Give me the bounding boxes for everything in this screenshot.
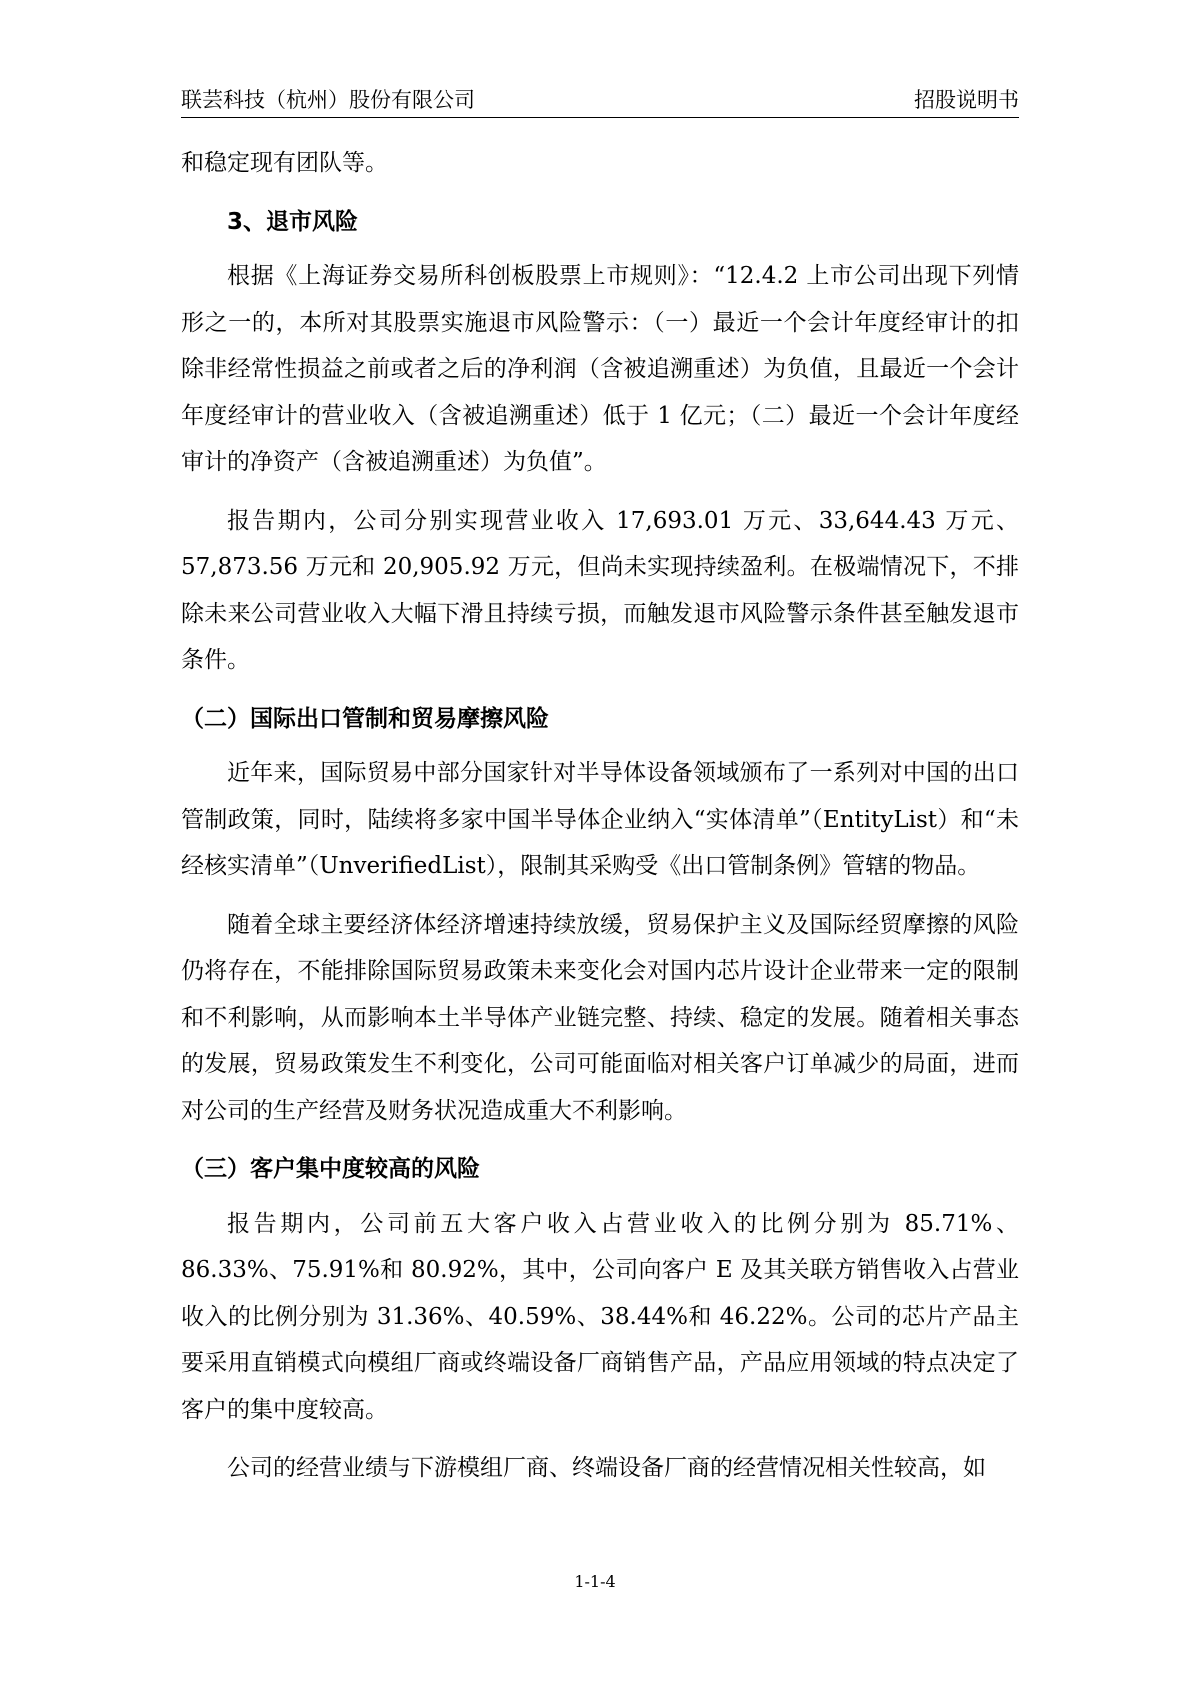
header-divider [181, 117, 1019, 118]
page-number: 1-1-4 [574, 1572, 616, 1591]
header-company-name: 联芸科技（杭州）股份有限公司 [181, 88, 475, 112]
paragraph-customer-dependency: 公司的经营业绩与下游模组厂商、终端设备厂商的经营情况相关性较高，如 [227, 1455, 986, 1481]
paragraph-export-control: 近年来，国际贸易中部分国家针对半导体设备领域颁布了一系列对中国的出口管制政策，同时，陆续将多家中国半导体企业纳入“实体清单”（EntityList）和“未经核实清单”（UnverifiedList），限制其采购受《出口管制条例》管辖的物品。 [181, 760, 1019, 879]
page-body [181, 140, 1019, 1492]
header-document-type: 招股说明书 [914, 88, 1019, 112]
section-heading-export-control-risk: （二）国际出口管制和贸易摩擦风险 [181, 705, 549, 732]
section-heading-delisting-risk: 3、退市风险 [227, 208, 359, 235]
continued-paragraph: 和稳定现有团队等。 [181, 150, 388, 176]
paragraph-delisting-rules: 根据《上海证券交易所科创板股票上市规则》：“12.4.2 上市公司出现下列情形之一的，本所对其股票实施退市风险警示：（一）最近一个会计年度经审计的扣除非经常性损益之前或者之后的净利润（含被追溯重述）为负值，且最近一个会计年度经审计的营业收入（含被追溯重述）低于 1 亿元；（二）最近一个会计年度经审计的净资产（含被追溯重述）为负值”。 [181, 263, 1019, 475]
paragraph-delisting-revenue: 报告期内，公司分别实现营业收入 17,693.01 万元、33,644.43 万元、57,873.56 万元和 20,905.92 万元，但尚未实现持续盈利。在极端情况下，不排除未来公司营业收入大幅下滑且持续亏损，而触发退市风险警示条件甚至触发退市条件。 [181, 507, 1019, 673]
section-heading-customer-concentration-risk: （三）客户集中度较高的风险 [181, 1156, 480, 1182]
paragraph-trade-friction: 随着全球主要经济体经济增速持续放缓，贸易保护主义及国际经贸摩擦的风险仍将存在，不能排除国际贸易政策未来变化会对国内芯片设计企业带来一定的限制和不利影响，从而影响本土半导体产业链完整、持续、稳定的发展。随着相关事态的发展，贸易政策发生不利变化，公司可能面临对相关客户订单减少的局面，进而对公司的生产经营及财务状况造成重大不利影响。 [181, 911, 1019, 1124]
paragraph-customer-concentration: 报告期内，公司前五大客户收入占营业收入的比例分别为 85.71%、86.33%、75.91%和 80.92%，其中，公司向客户 E 及其关联方销售收入占营业收入的比例分别为 31.36%、40.59%、38.44%和 46.22%。公司的芯片产品主要采用直销模式向模组厂商或终端设备厂商销售产品，产品应用领域的特点决定了客户的集中度较高。 [181, 1210, 1019, 1423]
page-header [181, 84, 1019, 116]
